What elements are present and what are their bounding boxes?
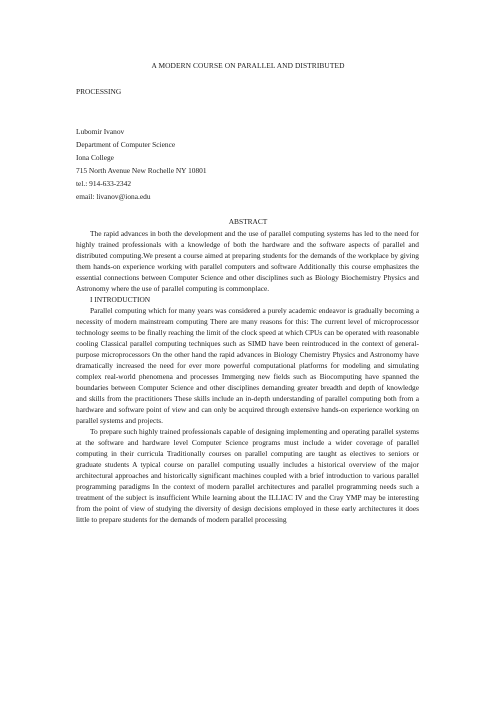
- paper-title-line-2: PROCESSING: [76, 87, 122, 96]
- author-address: 715 North Avenue New Rochelle NY 10801: [76, 166, 207, 175]
- author-telephone: tel.: 914-633-2342: [76, 179, 132, 188]
- paper-body: [76, 228, 419, 525]
- body-paragraph: To prepare such highly trained professionals capable of designing implementing and operating parallel systems at the software and hardware level Computer Science programs must include a wider coverage of parallel computing in their curricula Traditionally courses on parallel computing are taught as electives to seniors or graduate students A typical course on parallel computing usually includes a historical overview of the major architectural approaches and historically significant machines coupled with a brief introduction to various parallel programming paradigms In the context of modern parallel architectures and parallel programming needs such a treatment of the subject is insufficient While learning about the ILLIAC IV and the Cray YMP may be interesting from the point of view of studying the diversity of design decisions employed in these early architectures it does little to prepare students for the demands of modern parallel processing: [76, 427, 419, 524]
- author-department: Department of Computer Science: [76, 140, 176, 149]
- abstract-text: The rapid advances in both the development and the use of parallel computing systems has led to the need for highly trained professionals with a knowledge of both the hardware and the software aspects of parallel and distributed computing.We present a course aimed at preparing students for the demands of the workplace by giving them hands-on experience working with parallel computers and software Additionally this course emphasizes the essential connections between Computer Science and other disciplines such as Biology Biochemistry Physics and Astronomy where the use of parallel computing is commonplace.: [76, 229, 419, 293]
- author-block: [76, 126, 207, 204]
- paper-title-line-1: A MODERN COURSE ON PARALLEL AND DISTRIBUTED: [151, 61, 345, 70]
- body-paragraph: Parallel computing which for many years was considered a purely academic endeavor is gradually becoming a necessity of modern mainstream computing There are many reasons for this: The current level of microprocessor technology seems to be finally reaching the limit of the clock speed at which CPUs can be operated with reasonable cooling Classical parallel computing techniques such as SIMD have been reintroduced in the context of general-purpose microprocessors On the other hand the rapid advances in Biology Chemistry Physics and Astronomy have dramatically increased the need for ever more powerful computational platforms for modeling and simulating complex real-world phenomena and processes Immerging new fields such as Biocomputing have spanned the boundaries between Computer Science and other disciplines demanding greater breadth and depth of knowledge and skills from the practitioners These skills include an in-depth understanding of parallel computing both from a hardware and software point of view and can only be acquired through extensive hands-on experience working on parallel systems and projects.: [76, 306, 419, 425]
- abstract-heading: ABSTRACT: [228, 217, 268, 226]
- author-email: email: livanov@iona.edu: [76, 192, 151, 201]
- author-name: Lubomir Ivanov: [76, 127, 125, 136]
- section-heading-introduction: I INTRODUCTION: [90, 295, 151, 304]
- author-institution: Iona College: [76, 153, 114, 162]
